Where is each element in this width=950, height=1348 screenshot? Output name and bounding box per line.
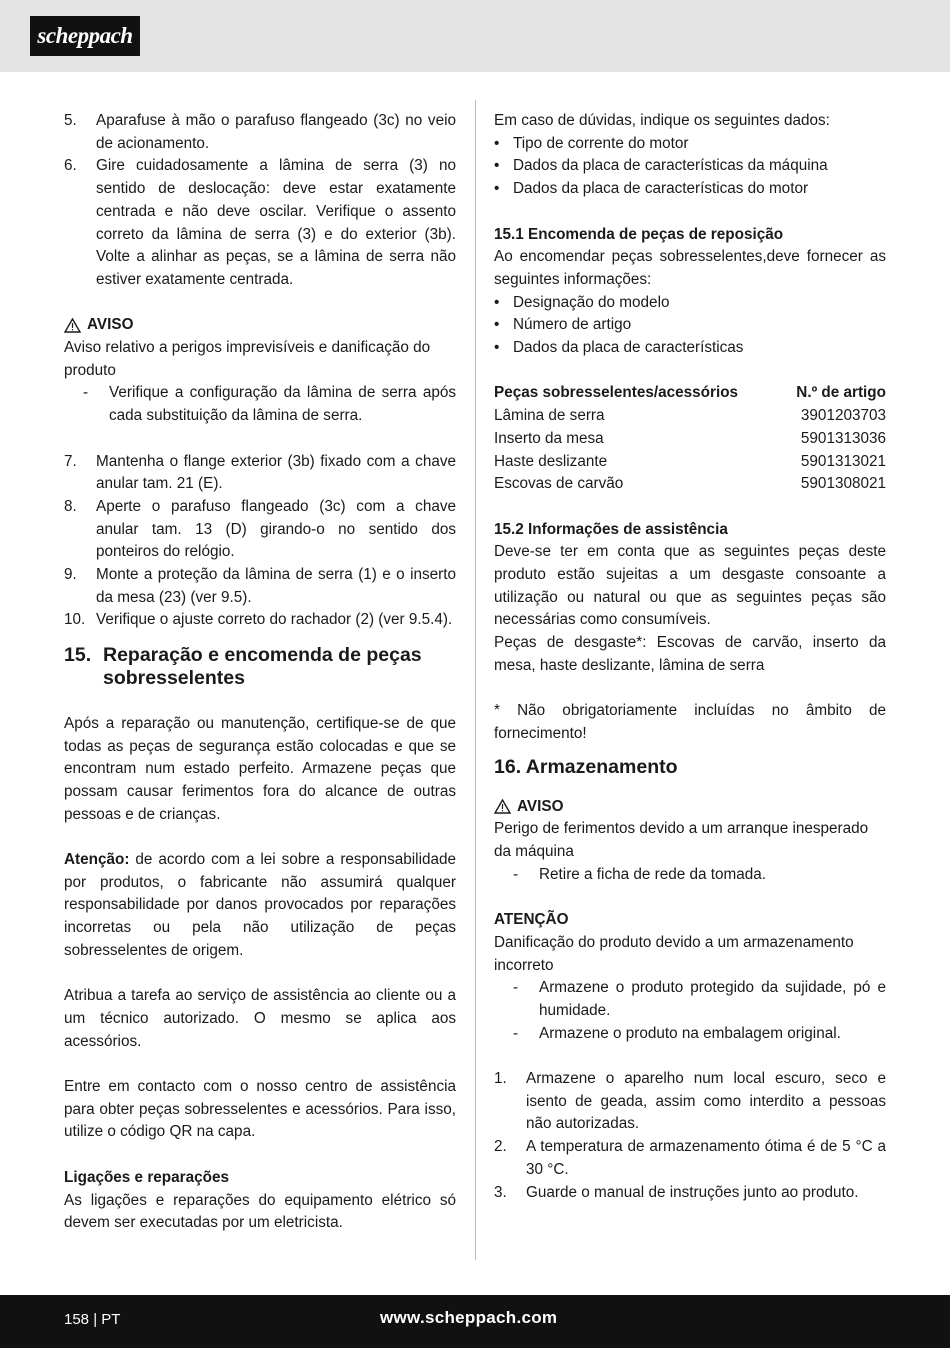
section-15-heading: 15. Reparação e encomenda de peças sobresselentes [64,644,422,690]
list-item: • Dados da placa de características [494,339,744,357]
table-header: Peças sobresselentes/acessórios N.º de artigo [494,384,886,402]
step-item: 9. Monte a proteção da lâmina de serra (1) e o inserto da mesa (23) (ver 9.5). [64,566,456,606]
website-link[interactable]: www.scheppach.com [380,1308,558,1327]
scheppach-logo: scheppach [30,16,140,56]
step-item: 7. Mantenha o flange exterior (3b) fixado com a chave anular tam. 21 (E). [64,452,456,493]
paragraph: Após a reparação ou manutenção, certifique-se de que todas as peças de segurança estão colocadas e que se encontram num estado perfeito. Armazene peças que possam causar ferimentos fora do alcance de outras pessoas e de crianças. [64,714,456,823]
step-item: 1. Armazene o aparelho num local escuro, seco e isento de geada, assim como interdito a pessoas não autorizadas. [494,1070,886,1133]
step-item: 2. A temperatura de armazenamento ótima é de 5 °C a 30 °C. [494,1138,886,1178]
warning-icon [64,318,81,333]
page-footer [0,1295,950,1348]
list-item: • Dados da placa de características da máquina [494,157,828,175]
table-row: Lâmina de serra 3901203703 [494,407,886,425]
step-item: 10. Verifique o ajuste correto do rachador (2) (ver 9.5.4). [64,611,453,629]
parts-table [494,382,886,496]
warning-text: Perigo de ferimentos devido a um arranque inesperado da máquina [494,820,869,861]
paragraph: Atribua a tarefa ao serviço de assistência ao cliente ou a um técnico autorizado. O mesmo se aplica aos acessórios. [64,987,456,1050]
warning-icon [494,799,511,814]
paragraph: Ao encomendar peças sobresselentes,deve fornecer as seguintes informações: [494,248,886,288]
paragraph: Peças de desgaste*: Escovas de carvão, inserto da mesa, haste deslizante, lâmina de serra [494,634,886,674]
subheading: Ligações e reparações [64,1168,229,1186]
warning-heading: AVISO [64,314,456,337]
step-item: 5. Aparafuse à mão o parafuso flangeado (3c) no veio de acionamento. [64,112,456,152]
paragraph: Atenção: de acordo com a lei sobre a responsabilidade por produtos, o fabricante não assumirá qualquer responsabilidade por danos provocados por reparações incorretas ou pela não utilização de peças sobresselentes de origem. [64,851,456,959]
page-number: 158 | PT [64,1311,121,1328]
section-15-2-heading: 15.2 Informações de assistência [494,520,728,538]
table-row: Escovas de carvão 5901308021 [494,475,886,493]
left-column [64,110,456,1235]
step-item: 6. Gire cuidadosamente a lâmina de serra (3) no sentido de deslocação: deve estar exatamente centrada e não deve oscilar. Verifique o assento correto da lâmina de serra (3) e do exterior (3b). Volte a alinhar as peças, se a lâmina de serra não estiver exatamente centrada. [64,157,456,288]
step-item: 8. Aperte o parafuso flangeado (3c) com a chave anular tam. 13 (D) girando-o no sentido dos ponteiros do relógio. [64,497,456,561]
warning-text: Aviso relativo a perigos imprevisíveis e danificação do produto [64,339,431,379]
attention-item: - Armazene o produto protegido da sujidade, pó e humidade. [513,979,886,1019]
list-item: • Dados da placa de características do motor [494,180,809,198]
warning-heading: AVISO [494,796,886,819]
table-row: Inserto da mesa 5901313036 [494,429,886,447]
paragraph: Entre em contacto com o nosso centro de assistência para obter peças sobresselentes e acessórios. Para isso, utilize o código QR na capa. [64,1078,456,1141]
step-item: 3. Guarde o manual de instruções junto ao produto. [494,1183,859,1201]
warning-item: - Retire a ficha de rede da tomada. [513,865,767,883]
right-column [494,110,886,1204]
paragraph: As ligações e reparações do equipamento elétrico só devem ser executadas por um eletricista. [64,1191,456,1232]
column-divider [475,100,476,1260]
list-item: • Tipo de corrente do motor [494,134,689,152]
section-16-heading: 16. Armazenamento [494,755,678,778]
section-15-1-heading: 15.1 Encomenda de peças de reposição [494,225,784,243]
footnote: * Não obrigatoriamente incluídas no âmbito de fornecimento! [494,702,886,742]
warning-item: - Verifique a configuração da lâmina de serra após cada substituição da lâmina de serra. [83,384,456,425]
list-item: • Número de artigo [494,316,632,334]
paragraph: Deve-se ter em conta que as seguintes peças deste produto estão sujeitas a um desgaste consoante a utilização ou natural ou que as seguintes peças são necessárias como consumíveis. [494,543,886,629]
attention-item: - Armazene o produto na embalagem original. [513,1024,841,1042]
attention-heading: ATENÇÃO [494,911,569,929]
page-header [0,0,950,72]
table-row: Haste deslizante 5901313021 [494,452,886,470]
list-item: • Designação do modelo [494,293,670,311]
intro-text: Em caso de dúvidas, indique os seguintes dados: [494,112,830,129]
attention-text: Danificação do produto devido a um armazenamento incorreto [494,933,854,974]
